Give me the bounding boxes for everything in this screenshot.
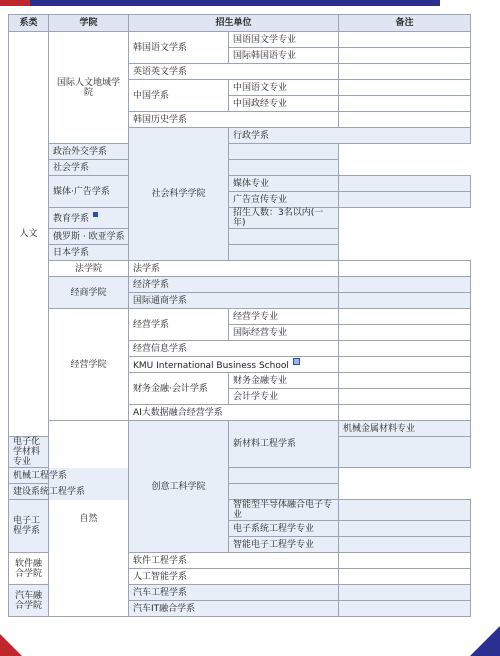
unit-auto-eng: 汽车工程学系 xyxy=(129,585,339,601)
unit-education-label: 教育学系 xyxy=(53,214,90,224)
note-cell xyxy=(339,192,471,208)
note-cell xyxy=(229,484,339,500)
table-row xyxy=(9,32,471,48)
note-education: 招生人数：3名以内(一年) xyxy=(229,208,339,229)
note-cell xyxy=(339,569,471,585)
unit-economics: 经济学系 xyxy=(129,277,339,293)
note-cell xyxy=(339,293,471,309)
note-cell xyxy=(339,277,471,293)
note-cell xyxy=(339,553,471,569)
top-accent-red xyxy=(0,0,30,6)
unit-admin: 行政学系 xyxy=(229,128,471,144)
note-cell xyxy=(339,325,471,341)
major-china-lang: 中国语文专业 xyxy=(229,80,339,96)
college-law: 法学院 xyxy=(49,261,129,277)
college-mgmt: 经营学院 xyxy=(49,309,129,421)
note-cell xyxy=(339,64,471,80)
major-smart-e: 智能电子工程学专业 xyxy=(229,537,339,553)
table-row xyxy=(9,484,471,500)
major-korean-intl: 国际韩国语专业 xyxy=(229,48,339,64)
note-cell xyxy=(339,112,471,128)
table-header-row xyxy=(9,15,471,32)
note-cell xyxy=(339,373,471,389)
note-cell xyxy=(339,405,471,421)
major-intl-business: 国际经营专业 xyxy=(229,325,339,341)
table-row xyxy=(9,160,471,176)
major-finance: 财务金融专业 xyxy=(229,373,339,389)
major-accounting: 会计学专业 xyxy=(229,389,339,405)
unit-law: 法学系 xyxy=(129,261,339,277)
unit-kmu-ibs xyxy=(129,357,339,373)
note-cell xyxy=(229,245,339,261)
table-row xyxy=(9,208,471,229)
major-korean-lit: 国语国文学专业 xyxy=(229,32,339,48)
note-cell xyxy=(339,585,471,601)
unit-korean-hist: 韩国历史学系 xyxy=(129,112,339,128)
admission-units-table xyxy=(8,14,471,617)
header-note: 备注 xyxy=(339,15,471,32)
note-cell xyxy=(339,389,471,405)
unit-korean: 韩国语文学系 xyxy=(129,32,229,64)
note-cell xyxy=(339,309,471,325)
unit-education xyxy=(49,208,229,229)
note-cell xyxy=(339,521,471,537)
table-row xyxy=(9,468,471,484)
note-cell xyxy=(339,500,471,521)
division-humanities: 人文 xyxy=(9,32,49,437)
note-cell xyxy=(339,537,471,553)
major-metal: 机械金属材料专业 xyxy=(339,421,471,437)
note-cell xyxy=(229,229,339,245)
major-semi: 智能型半导体融合电子专业 xyxy=(229,500,339,521)
unit-civil: 建设系统工程学系 xyxy=(9,484,129,500)
table-row xyxy=(9,421,471,437)
corner-blue-decoration xyxy=(470,626,500,656)
table-row xyxy=(9,176,471,192)
unit-media: 媒体·广告学系 xyxy=(49,176,129,208)
blue-square-icon xyxy=(293,358,300,365)
major-chem: 电子化学材料专业 xyxy=(9,437,49,468)
table-row xyxy=(9,277,471,293)
table-row xyxy=(9,309,471,325)
note-cell xyxy=(339,176,471,192)
college-intl: 国际人文地域学院 xyxy=(49,32,129,144)
note-cell xyxy=(229,468,339,484)
unit-materials: 新材料工程学系 xyxy=(229,421,339,468)
unit-auto-it: 汽车IT融合学系 xyxy=(129,601,339,617)
table-row xyxy=(9,144,471,160)
unit-sociology: 社会学系 xyxy=(49,160,229,176)
unit-swe: 软件工程学系 xyxy=(129,553,339,569)
college-sw: 软件融合学院 xyxy=(9,553,49,585)
note-cell xyxy=(339,437,471,468)
note-cell xyxy=(339,96,471,112)
major-media: 媒体专业 xyxy=(229,176,339,192)
header-college: 学院 xyxy=(49,15,129,32)
note-cell xyxy=(229,144,339,160)
college-econ: 经商学院 xyxy=(49,277,129,309)
unit-russia: 俄罗斯 · 欧亚学系 xyxy=(49,229,229,245)
table-row xyxy=(9,245,471,261)
unit-ai: 人工智能学系 xyxy=(129,569,339,585)
major-advert: 广告宣传专业 xyxy=(229,192,339,208)
major-esys: 电子系统工程学专业 xyxy=(229,521,339,537)
note-cell xyxy=(339,341,471,357)
division-natural: 自然 xyxy=(49,421,129,617)
unit-business: 经营学系 xyxy=(129,309,229,341)
header-division: 系类 xyxy=(9,15,49,32)
note-cell xyxy=(339,601,471,617)
note-cell xyxy=(339,261,471,277)
college-social: 社会科学学院 xyxy=(129,128,229,261)
unit-mech: 机械工程学系 xyxy=(9,468,129,484)
table-row xyxy=(9,229,471,245)
unit-finance: 财务金融·会计学系 xyxy=(129,373,229,405)
unit-japan: 日本学系 xyxy=(49,245,229,261)
major-business: 经营学专业 xyxy=(229,309,339,325)
college-auto: 汽车融合学院 xyxy=(9,585,49,617)
header-unit: 招生单位 xyxy=(129,15,339,32)
unit-electronic: 电子工程学系 xyxy=(9,500,49,553)
note-cell xyxy=(229,160,339,176)
admission-units-table-wrapper xyxy=(8,14,470,617)
unit-english: 英语英文学系 xyxy=(129,64,339,80)
unit-china: 中国学系 xyxy=(129,80,229,112)
unit-ai-bigdata: AI大数据融合经营学系 xyxy=(129,405,339,421)
note-cell xyxy=(339,357,471,373)
blue-dot-icon xyxy=(93,212,98,217)
major-china-pol: 中国政经专业 xyxy=(229,96,339,112)
unit-mis: 经营信息学系 xyxy=(129,341,339,357)
note-cell xyxy=(339,48,471,64)
top-brand-band xyxy=(0,0,440,6)
unit-kmu-ibs-label: KMU International Business School xyxy=(133,361,289,371)
college-eng: 创意工科学院 xyxy=(129,421,229,553)
unit-pol-dipl: 政治外交学系 xyxy=(49,144,229,160)
corner-red-decoration xyxy=(0,634,22,656)
note-cell xyxy=(339,80,471,96)
unit-trade: 国际通商学系 xyxy=(129,293,339,309)
table-row xyxy=(9,261,471,277)
note-cell xyxy=(339,32,471,48)
